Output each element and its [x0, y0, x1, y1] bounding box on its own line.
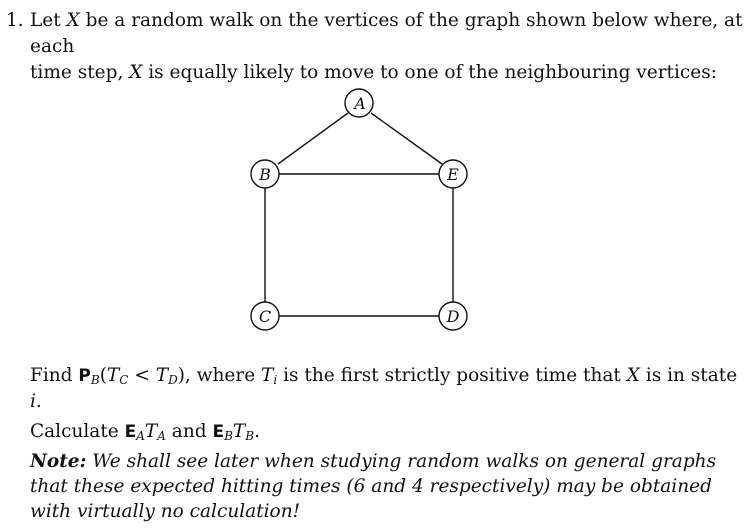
note-text: We shall see later when studying random walks on general graphs that these expected hitting times (6 and 4 respectively) may be obtained with virtually no calculation! [30, 451, 717, 522]
intro-text: be a random walk on the vertices of the graph shown below where, at each [30, 10, 743, 57]
question-find [30, 363, 744, 415]
edge-a-b [278, 113, 348, 164]
vertex-d [439, 302, 467, 330]
expect-symbol: E [212, 422, 225, 442]
subscript: B [245, 429, 255, 443]
vertex-b [251, 160, 279, 188]
subscript: i [273, 373, 278, 387]
text: is in state [639, 365, 738, 386]
var-t: T [106, 365, 120, 386]
subscript: C [119, 373, 129, 387]
problem-intro [30, 8, 744, 86]
subscript: A [136, 429, 145, 443]
expect-symbol: E [124, 422, 137, 442]
var-x: X [626, 365, 640, 386]
text: is the first strictly positive time that [277, 365, 627, 386]
subscript: B [224, 429, 233, 443]
vertex-e-label: E [447, 165, 459, 184]
problem-number: 1. [6, 10, 24, 31]
subscript: D [168, 373, 178, 387]
var-t: T [261, 365, 274, 386]
var-t: T [232, 421, 246, 442]
graph-edges [265, 113, 453, 316]
text: ), where [177, 365, 262, 386]
vertex-c-label: C [258, 307, 272, 326]
subscript: A [157, 429, 166, 443]
graph-diagram [230, 82, 490, 342]
intro-text: time step, [30, 62, 130, 83]
text: . [254, 421, 260, 442]
var-t: T [155, 365, 169, 386]
problem-statement [6, 8, 744, 86]
var-x: X [66, 10, 80, 31]
note-label: Note: [30, 451, 87, 472]
var-i: i [30, 391, 36, 412]
var-x: X [129, 62, 143, 83]
subscript: B [90, 373, 100, 387]
prob-symbol: P [78, 366, 91, 386]
intro-text: Let [30, 10, 67, 31]
text: and [165, 421, 213, 442]
vertex-a-label: A [354, 94, 366, 113]
vertex-a [345, 89, 373, 117]
note [30, 449, 744, 524]
text: ( [99, 365, 107, 386]
vertex-b-label: B [259, 165, 271, 184]
vertex-e [439, 160, 467, 188]
intro-text: is equally likely to move to one of the neighbouring vertices: [142, 62, 717, 83]
text: . [35, 391, 42, 412]
text: < [128, 365, 156, 386]
vertex-c [251, 302, 279, 330]
text: Calculate [30, 421, 125, 442]
question-block [30, 363, 744, 528]
text: Find [30, 365, 79, 386]
vertex-d-label: D [446, 307, 460, 326]
var-t: T [144, 421, 158, 442]
question-calc [30, 419, 744, 445]
edge-a-e [371, 113, 442, 164]
